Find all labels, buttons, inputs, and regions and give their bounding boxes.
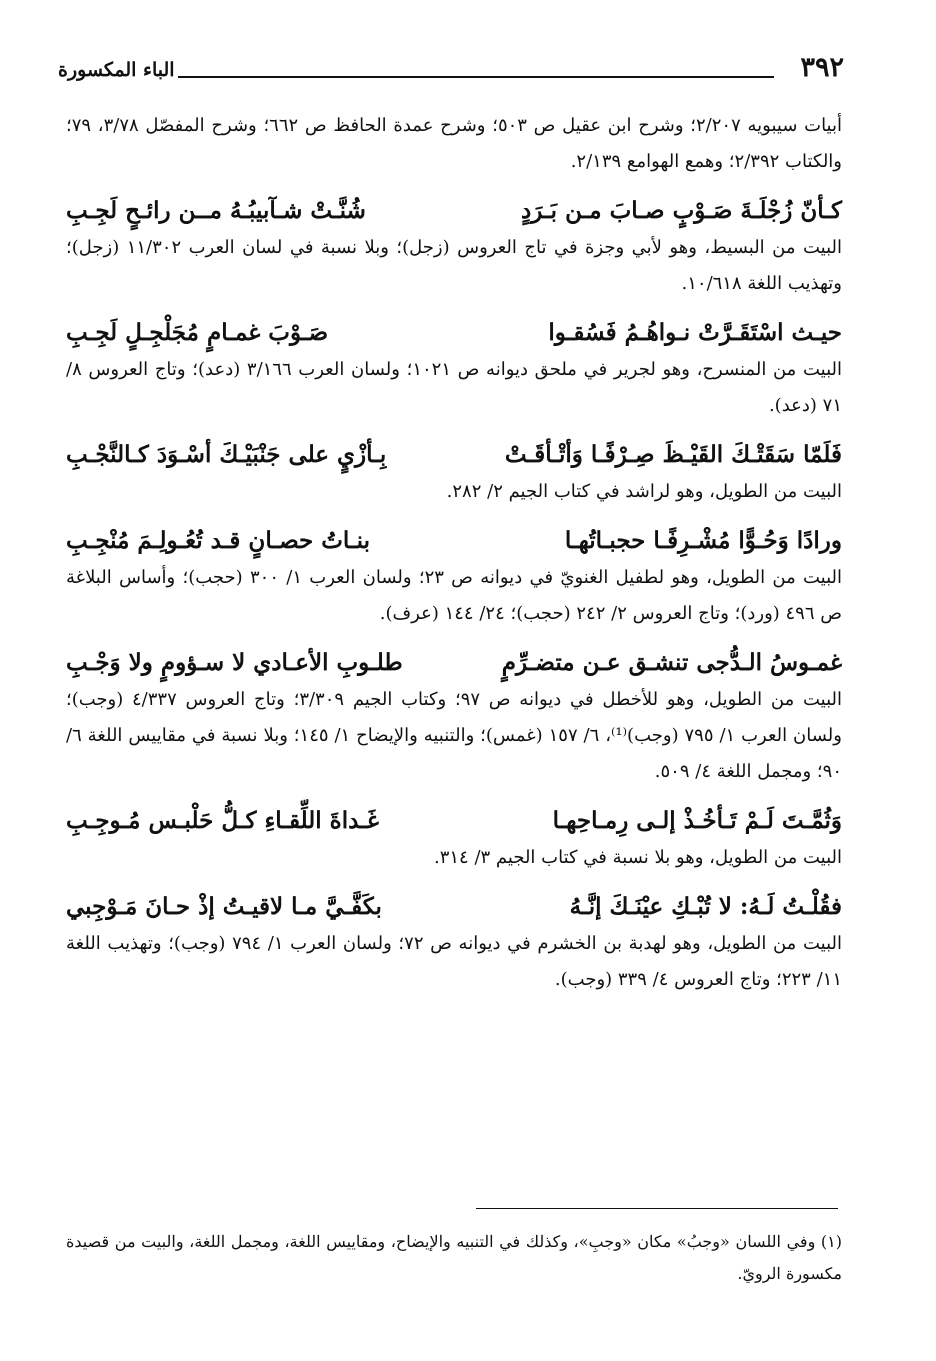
verse-second-hemistich: بنـاتُ حصـانٍ قـد تُعُـولِـمَ مُنْجِـبِ bbox=[66, 527, 370, 554]
verse-entry-3 bbox=[66, 440, 842, 510]
verse-line bbox=[66, 806, 842, 836]
verse-note: البيت من البسيط، وهو لأبي وجزة في تاج العروس (زجل)؛ وبلا نسبة في لسان العرب ١١/٣٠٢ (زجل)؛ وتهذيب اللغة ١٠/٦١٨. bbox=[66, 237, 842, 294]
verse-line bbox=[66, 196, 842, 226]
verse-first-hemistich: فقُلْـتُ لَـهُ: لا تُبْـكِ عيْنَـكَ إنَّـهُ bbox=[569, 893, 842, 920]
verse-line bbox=[66, 892, 842, 922]
verse-first-hemistich: حيـث اسْتَقَـرَّتْ نـواهُـمُ فَسُقـوا bbox=[548, 319, 842, 346]
verse-line bbox=[66, 526, 842, 556]
verse-line bbox=[66, 440, 842, 470]
verse-first-hemistich: ورادًا وَحُـوًّا مُشْـرِفًـا حجبـاتُهـا bbox=[564, 527, 842, 554]
verse-first-hemistich: كـأنّ زُجْلَـةَ صَـوْبٍ صـابَ مـن بَـرَدٍ bbox=[520, 197, 842, 224]
main-content bbox=[66, 108, 842, 998]
verse-line bbox=[66, 318, 842, 348]
page-number: ٣٩٢ bbox=[800, 52, 844, 83]
footnote: (١) وفي اللسان «وجبُ» مكان «وجبِ»، وكذلك في التنبيه والإيضاح، ومقاييس اللغة، ومجمل اللغة، والبيت من قصيدة مكسورة الرويّ. bbox=[66, 1232, 842, 1283]
verse-first-hemistich: غمـوسُ الـدُّجى تنشـق عـن متضـرِّمٍ bbox=[501, 649, 842, 676]
verse-note: البيت من الطويل، وهو بلا نسبة في كتاب الجيم ٣/ ٣١٤. bbox=[433, 847, 842, 868]
running-title: الباء المكسورة bbox=[58, 59, 175, 81]
verse-second-hemistich: صَـوْبَ غمـامٍ مُجَلْجِـلٍ لَجِـبِ bbox=[66, 319, 329, 346]
verse-entry-1 bbox=[66, 196, 842, 302]
intro-paragraph: أبيات سيبويه ٢/٢٠٧؛ وشرح ابن عقيل ص ٥٠٣؛ وشرح عمدة الحافظ ص ٦٦٢؛ وشرح المفصّل ٣/٧٨، ٧٩؛ والكتاب ٢/٣٩٢؛ وهمع الهوامع ٢/١٣٩. bbox=[66, 115, 842, 172]
verse-entry-5 bbox=[66, 648, 842, 790]
verse-second-hemistich: طلـوبِ الأعـادي لا سـؤومٍ ولا وَجْـبِ bbox=[66, 649, 403, 676]
verse-entry-4 bbox=[66, 526, 842, 632]
verse-second-hemistich: شُنَّـتْ شـآبيبُـهُ مــن رائـحٍ لَجِـبِ bbox=[66, 197, 366, 224]
verse-note: البيت من الطويل، وهو لراشد في كتاب الجيم ٢/ ٢٨٢. bbox=[446, 481, 842, 502]
header-rule bbox=[178, 76, 774, 78]
verse-entry-6 bbox=[66, 806, 842, 876]
verse-line bbox=[66, 648, 842, 678]
page-header bbox=[58, 52, 844, 86]
verse-entry-2 bbox=[66, 318, 842, 424]
verse-note: البيت من الطويل، وهو لطفيل الغنويّ في ديوانه ص ٢٣؛ ولسان العرب ١/ ٣٠٠ (حجب)؛ وأساس البلاغة ص ٤٩٦ (ورد)؛ وتاج العروس ٢/ ٢٤٢ (حجب)؛ ٢٤/ ١٤٤ (عرف). bbox=[66, 567, 843, 624]
verse-note: البيت من الطويل، وهو للأخطل في ديوانه ص ٩٧؛ وكتاب الجيم ٣/٣٠٩؛ وتاج العروس ٤/٣٣٧ (وجب)؛ ولسان العرب ١/ ٧٩٥ (وجب)⁽¹⁾، ٦/ ١٥٧ (غمس)؛ والتنبيه والإيضاح ١/ ١٤٥؛ وبلا نسبة في مقاييس اللغة ٦/ ٩٠؛ ومجمل اللغة ٤/ ٥٠٩. bbox=[66, 689, 842, 782]
verse-note: البيت من المنسرح، وهو لجرير في ملحق ديوانه ص ١٠٢١؛ ولسان العرب ٣/١٦٦ (دعد)؛ وتاج العروس ٨/ ٧١ (دعد). bbox=[66, 359, 842, 416]
verse-second-hemistich: بكَفَّـيَّ مـا لاقيـتُ إذْ حـانَ مَـوْجِبي bbox=[66, 893, 382, 920]
verse-second-hemistich: غَـداةَ اللِّقـاءِ كـلُّ حَلْبـس مُـوجِـبِ bbox=[66, 807, 379, 834]
footnote-rule bbox=[476, 1208, 838, 1209]
verse-first-hemistich: فَلَمّا سَقَتْـكَ القَيْـظَ صِـرْفًـا وَأتْـأقَـتْ bbox=[504, 441, 842, 468]
verse-second-hemistich: بِـأزْيٍ على جَنْبَيْـكَ أسْـوَدَ كـالنَّجْـبِ bbox=[66, 441, 387, 468]
verse-entry-7 bbox=[66, 892, 842, 998]
verse-first-hemistich: وَثُمَّـتَ لَـمْ تَـأخُـذْ إلـى رِمـاحِهـا bbox=[552, 807, 842, 834]
verse-note: البيت من الطويل، وهو لهدبة بن الخشرم في ديوانه ص ٧٢؛ ولسان العرب ١/ ٧٩٤ (وجب)؛ وتهذيب اللغة ١١/ ٢٢٣؛ وتاج العروس ٤/ ٣٣٩ (وجب). bbox=[66, 933, 842, 990]
